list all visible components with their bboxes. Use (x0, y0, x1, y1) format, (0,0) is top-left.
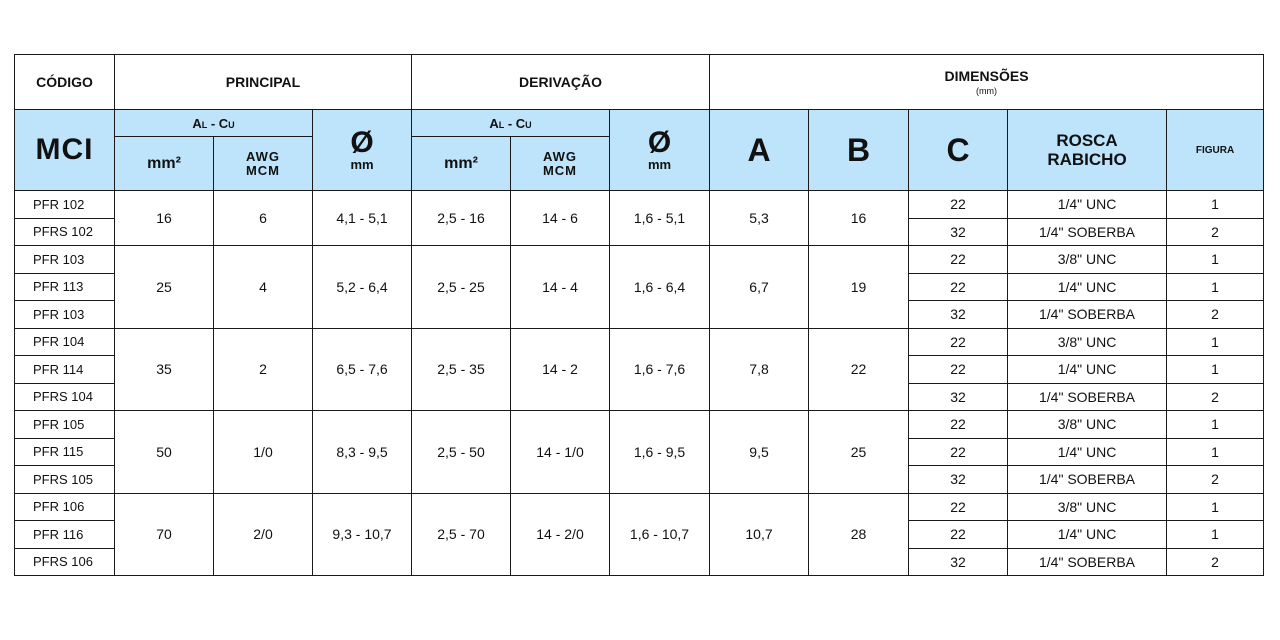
rosca-cell: 1/4" UNC (1008, 273, 1167, 301)
dim-a-cell: 6,7 (710, 246, 809, 329)
dim-b-cell: 28 (809, 493, 909, 576)
subheader-principal-alcu: AL - CU (115, 110, 313, 137)
dim-a-cell: 7,8 (710, 328, 809, 411)
subheader-figura: FIGURA (1167, 110, 1264, 191)
derivacao-mm2-cell: 2,5 - 16 (412, 191, 511, 246)
header-row (15, 55, 1264, 110)
dim-c-cell: 22 (909, 191, 1008, 219)
dim-c-cell: 22 (909, 411, 1008, 439)
derivacao-mm2-cell: 2,5 - 70 (412, 493, 511, 576)
principal-awg-cell: 4 (214, 246, 313, 329)
mcm-label: MCM (542, 162, 578, 178)
principal-awg-cell: 2 (214, 328, 313, 411)
principal-awg-cell: 6 (214, 191, 313, 246)
subheader-derivacao-awg (511, 137, 610, 191)
code-cell: PFR 102 (15, 191, 115, 219)
derivacao-awg-cell: 14 - 2 (511, 328, 610, 411)
dim-c-cell: 22 (909, 493, 1008, 521)
derivacao-awg-cell: 14 - 1/0 (511, 411, 610, 494)
figura-cell: 2 (1167, 218, 1264, 246)
awg-label: AWG (542, 148, 578, 164)
derivacao-awg-cell: 14 - 4 (511, 246, 610, 329)
rosca-cell: 1/4" UNC (1008, 191, 1167, 219)
derivacao-diameter-cell: 1,6 - 5,1 (610, 191, 710, 246)
table-row (15, 411, 1264, 439)
header-dimensoes (710, 55, 1264, 110)
diameter-unit: mm (647, 156, 672, 172)
table-row (15, 328, 1264, 356)
code-cell: PFR 105 (15, 411, 115, 439)
principal-mm2-cell: 25 (115, 246, 214, 329)
dim-c-cell: 32 (909, 466, 1008, 494)
figura-cell: 1 (1167, 411, 1264, 439)
dim-c-cell: 32 (909, 548, 1008, 576)
rosca-cell: 1/4" SOBERBA (1008, 218, 1167, 246)
figura-cell: 2 (1167, 548, 1264, 576)
mcm-label: MCM (245, 162, 281, 178)
principal-diameter-cell: 8,3 - 9,5 (313, 411, 412, 494)
figura-cell: 2 (1167, 466, 1264, 494)
rosca-cell: 1/4" SOBERBA (1008, 301, 1167, 329)
rosca-cell: 3/8" UNC (1008, 328, 1167, 356)
rosca-cell: 3/8" UNC (1008, 411, 1167, 439)
code-cell: PFR 116 (15, 521, 115, 549)
connector-spec-table (14, 54, 1264, 576)
header-dimensoes-label: DIMENSÕES (944, 68, 1029, 84)
rosca-cell: 1/4" UNC (1008, 438, 1167, 466)
subheader-derivacao-alcu: AL - CU (412, 110, 610, 137)
dim-c-cell: 22 (909, 356, 1008, 384)
figura-cell: 2 (1167, 301, 1264, 329)
code-cell: PFR 106 (15, 493, 115, 521)
dim-c-cell: 22 (909, 438, 1008, 466)
code-cell: PFR 113 (15, 273, 115, 301)
table-row (15, 191, 1264, 219)
subheader-principal-phi (313, 110, 412, 191)
derivacao-diameter-cell: 1,6 - 7,6 (610, 328, 710, 411)
figura-cell: 1 (1167, 521, 1264, 549)
rosca-cell: 1/4" UNC (1008, 356, 1167, 384)
header-derivacao: DERIVAÇÃO (412, 55, 710, 110)
principal-mm2-cell: 70 (115, 493, 214, 576)
subheader-col-c: C (909, 110, 1008, 191)
subheader-col-a: A (710, 110, 809, 191)
figura-cell: 1 (1167, 273, 1264, 301)
derivacao-awg-cell: 14 - 2/0 (511, 493, 610, 576)
derivacao-awg-cell: 14 - 6 (511, 191, 610, 246)
diameter-symbol: Ø (350, 125, 374, 159)
principal-diameter-cell: 4,1 - 5,1 (313, 191, 412, 246)
subheader-col-b: B (809, 110, 909, 191)
figura-cell: 1 (1167, 438, 1264, 466)
header-codigo: CÓDIGO (15, 55, 115, 110)
principal-diameter-cell: 5,2 - 6,4 (313, 246, 412, 329)
figura-cell: 1 (1167, 493, 1264, 521)
dim-a-cell: 5,3 (710, 191, 809, 246)
rosca-cell: 3/8" UNC (1008, 493, 1167, 521)
subheader-derivacao-phi (610, 110, 710, 191)
dim-a-cell: 10,7 (710, 493, 809, 576)
awg-label: AWG (245, 148, 281, 164)
dim-c-cell: 22 (909, 521, 1008, 549)
rosca-line-2: RABICHO (1047, 150, 1127, 169)
dim-b-cell: 19 (809, 246, 909, 329)
header-principal: PRINCIPAL (115, 55, 412, 110)
figura-cell: 2 (1167, 383, 1264, 411)
rosca-line-1: ROSCA (1056, 131, 1118, 150)
principal-mm2-cell: 50 (115, 411, 214, 494)
derivacao-diameter-cell: 1,6 - 10,7 (610, 493, 710, 576)
code-cell: PFR 103 (15, 246, 115, 274)
principal-mm2-cell: 16 (115, 191, 214, 246)
rosca-cell: 1/4" UNC (1008, 521, 1167, 549)
diameter-unit: mm (350, 156, 374, 172)
derivacao-mm2-cell: 2,5 - 35 (412, 328, 511, 411)
diameter-symbol: Ø (647, 125, 672, 159)
derivacao-mm2-cell: 2,5 - 50 (412, 411, 511, 494)
subheader-mci: MCI (15, 110, 115, 191)
derivacao-diameter-cell: 1,6 - 9,5 (610, 411, 710, 494)
principal-diameter-cell: 9,3 - 10,7 (313, 493, 412, 576)
dim-b-cell: 16 (809, 191, 909, 246)
dim-c-cell: 22 (909, 273, 1008, 301)
principal-awg-cell: 1/0 (214, 411, 313, 494)
dim-c-cell: 32 (909, 383, 1008, 411)
dim-b-cell: 22 (809, 328, 909, 411)
figura-cell: 1 (1167, 246, 1264, 274)
code-cell: PFR 115 (15, 438, 115, 466)
dim-c-cell: 32 (909, 218, 1008, 246)
header-dimensoes-unit: (mm) (976, 86, 998, 96)
derivacao-diameter-cell: 1,6 - 6,4 (610, 246, 710, 329)
code-cell: PFR 103 (15, 301, 115, 329)
subheader-principal-awg (214, 137, 313, 191)
rosca-cell: 3/8" UNC (1008, 246, 1167, 274)
figura-cell: 1 (1167, 191, 1264, 219)
subheader-row-1 (15, 110, 1264, 137)
rosca-cell: 1/4" SOBERBA (1008, 548, 1167, 576)
subheader-rosca (1008, 110, 1167, 191)
principal-diameter-cell: 6,5 - 7,6 (313, 328, 412, 411)
dim-b-cell: 25 (809, 411, 909, 494)
subheader-principal-mm2: mm² (115, 137, 214, 191)
subheader-derivacao-mm2: mm² (412, 137, 511, 191)
code-cell: PFRS 106 (15, 548, 115, 576)
dim-c-cell: 22 (909, 328, 1008, 356)
table-row (15, 493, 1264, 521)
principal-awg-cell: 2/0 (214, 493, 313, 576)
code-cell: PFR 114 (15, 356, 115, 384)
figura-cell: 1 (1167, 356, 1264, 384)
figura-cell: 1 (1167, 328, 1264, 356)
rosca-cell: 1/4" SOBERBA (1008, 383, 1167, 411)
code-cell: PFRS 102 (15, 218, 115, 246)
dim-c-cell: 22 (909, 246, 1008, 274)
table-row (15, 246, 1264, 274)
dim-a-cell: 9,5 (710, 411, 809, 494)
rosca-cell: 1/4" SOBERBA (1008, 466, 1167, 494)
principal-mm2-cell: 35 (115, 328, 214, 411)
code-cell: PFRS 104 (15, 383, 115, 411)
dim-c-cell: 32 (909, 301, 1008, 329)
derivacao-mm2-cell: 2,5 - 25 (412, 246, 511, 329)
code-cell: PFRS 105 (15, 466, 115, 494)
code-cell: PFR 104 (15, 328, 115, 356)
